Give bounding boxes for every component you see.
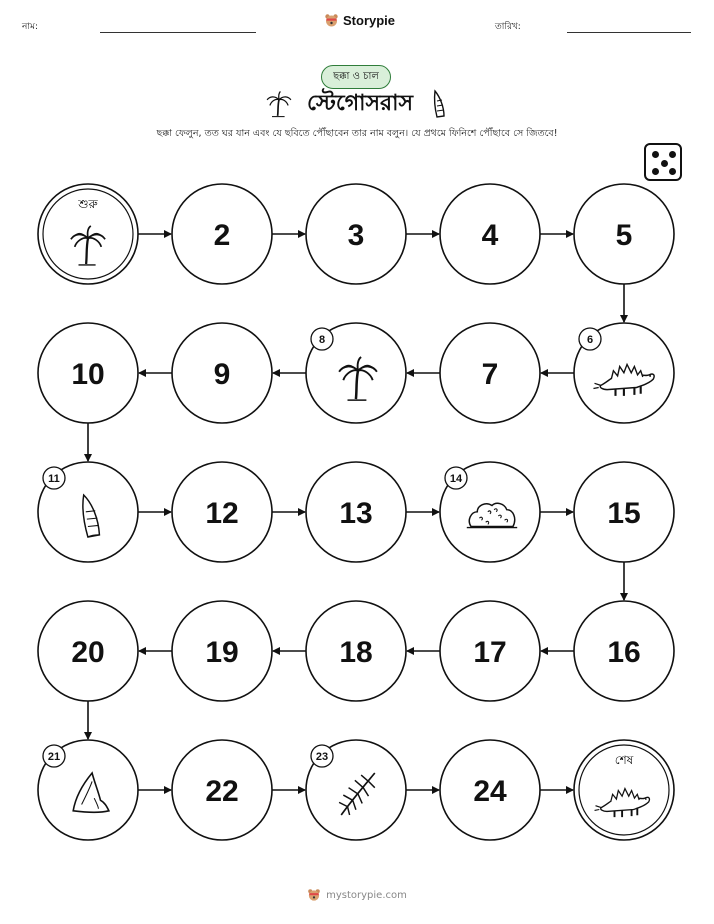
- board-cell-6[interactable]: [574, 323, 674, 423]
- cell-number: 14: [449, 473, 463, 485]
- board-cell-18[interactable]: [306, 601, 406, 701]
- cell-number: 4: [481, 219, 499, 252]
- bear-mascot-icon: [307, 888, 321, 902]
- cell-number: 17: [473, 636, 507, 669]
- date-label: তারিখ:: [495, 22, 521, 32]
- cell-number: 9: [213, 358, 231, 391]
- board-cell-16[interactable]: [574, 601, 674, 701]
- board-cell-20[interactable]: [38, 601, 138, 701]
- board-cell-15[interactable]: [574, 462, 674, 562]
- board-cell-14[interactable]: [440, 462, 540, 562]
- board-cell-5[interactable]: [574, 184, 674, 284]
- board-cell-12[interactable]: [172, 462, 272, 562]
- board-cell-4[interactable]: [440, 184, 540, 284]
- cell-number: 24: [473, 775, 507, 808]
- title-text: স্টেগোসরাস: [306, 91, 414, 116]
- cell-number: 15: [607, 497, 641, 530]
- cell-number: 21: [47, 751, 61, 763]
- name-label: নাম:: [22, 22, 39, 32]
- board-cell-22[interactable]: [172, 740, 272, 840]
- board-cell-24[interactable]: [440, 740, 540, 840]
- cell-number: 20: [71, 636, 105, 669]
- cell-number: 18: [339, 636, 373, 669]
- cell-number: 11: [48, 473, 60, 485]
- board-cell-13[interactable]: [306, 462, 406, 562]
- board-cell-11[interactable]: [38, 462, 138, 562]
- board-cell-9[interactable]: [172, 323, 272, 423]
- board-cell-7[interactable]: [440, 323, 540, 423]
- finish-label: শেষ: [614, 753, 634, 767]
- board-cell-10[interactable]: [38, 323, 138, 423]
- game-type-badge: ছক্কা ও চাল: [321, 65, 391, 89]
- cell-number: 7: [481, 358, 499, 391]
- cell-number: 3: [347, 219, 365, 252]
- cell-number: 2: [213, 219, 231, 252]
- board-cell-1[interactable]: [38, 184, 138, 284]
- board-cell-23[interactable]: [306, 740, 406, 840]
- board-cell-17[interactable]: [440, 601, 540, 701]
- cell-number: 13: [339, 497, 373, 530]
- footer: [0, 888, 714, 902]
- cell-number: 8: [318, 334, 326, 346]
- board-cell-3[interactable]: [306, 184, 406, 284]
- board-cell-21[interactable]: [38, 740, 138, 840]
- board-cell-8[interactable]: [306, 323, 406, 423]
- board-cells: [38, 184, 674, 840]
- cell-number: 5: [615, 219, 633, 252]
- cell-number: 23: [315, 751, 329, 763]
- board-cell-25[interactable]: [574, 740, 674, 840]
- footer-url: mystorypie.com: [326, 889, 407, 901]
- cell-number: 16: [607, 636, 641, 669]
- cell-number: 10: [71, 358, 105, 391]
- brand-name: Storypie: [343, 13, 396, 28]
- cell-number: 19: [205, 636, 239, 669]
- cell-number: 6: [586, 334, 594, 346]
- start-label: শুরু: [78, 197, 98, 211]
- board-cell-19[interactable]: [172, 601, 272, 701]
- cell-number: 22: [205, 775, 239, 808]
- board-cell-2[interactable]: [172, 184, 272, 284]
- instructions: ছক্কা ফেলুন, তত ঘর যান এবং যে ছবিতে পৌঁছাবেন তার নাম বলুন। যে প্রথমে ফিনিশে পৌঁছাবে সে জিতবে!: [156, 128, 558, 139]
- cell-number: 12: [205, 497, 239, 530]
